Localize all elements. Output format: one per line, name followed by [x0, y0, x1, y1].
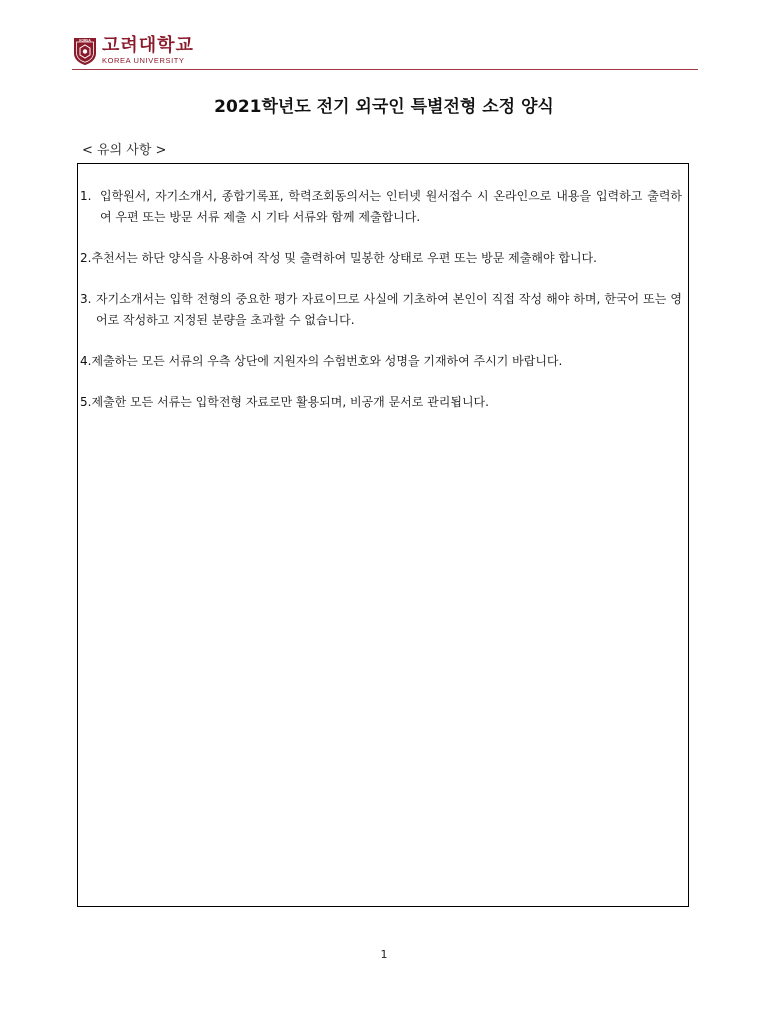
notice-item-text: 입학원서, 자기소개서, 종합기록표, 학력조회동의서는 인터넷 원서접수 시 온라인으로 내용을 입력하고 출력하여 우편 또는 방문 서류 제출 시 기타 서류와 함께 제출합니다. — [100, 189, 682, 224]
seal-lettering: KOREA — [79, 38, 91, 43]
notice-item-number: 4. — [80, 354, 92, 368]
logo-english-text: KOREA UNIVERSITY — [102, 56, 185, 66]
notice-item — [80, 351, 682, 372]
notice-item-number: 5. — [80, 395, 92, 409]
notice-item-text: 자기소개서는 입학 전형의 중요한 평가 자료이므로 사실에 기초하여 본인이 직접 작성 해야 하며, 한국어 또는 영어로 작성하고 지정된 분량을 초과할 수 없습니다. — [96, 292, 682, 327]
document-header — [72, 36, 698, 70]
page-number: 1 — [380, 948, 388, 961]
notice-item-text: 제출한 모든 서류는 입학전형 자료로만 활용되며, 비공개 문서로 관리됩니다. — [91, 395, 489, 409]
university-seal-icon — [72, 36, 98, 66]
notice-item-number: 3. — [80, 292, 96, 306]
university-logo — [72, 36, 194, 66]
notice-item — [80, 186, 682, 228]
notice-item-number: 2. — [80, 251, 92, 265]
notice-item-number: 1. — [80, 189, 96, 203]
header-divider — [72, 69, 698, 70]
notice-list — [80, 186, 682, 433]
notice-item — [80, 248, 682, 269]
notice-box — [77, 163, 689, 907]
notice-item — [80, 289, 682, 331]
notice-item — [80, 392, 682, 413]
logo-korean-text: 고려대학교 — [102, 35, 194, 57]
notice-heading: < 유의 사항 > — [82, 143, 167, 158]
notice-item-text: 추천서는 하단 양식을 사용하여 작성 및 출력하여 밀봉한 상태로 우편 또는 방문 제출해야 합니다. — [91, 251, 597, 265]
notice-item-text: 제출하는 모든 서류의 우측 상단에 지원자의 수험번호와 성명을 기재하여 주시기 바랍니다. — [91, 354, 563, 368]
document-title: 2021학년도 전기 외국인 특별전형 소정 양식 — [214, 97, 554, 117]
